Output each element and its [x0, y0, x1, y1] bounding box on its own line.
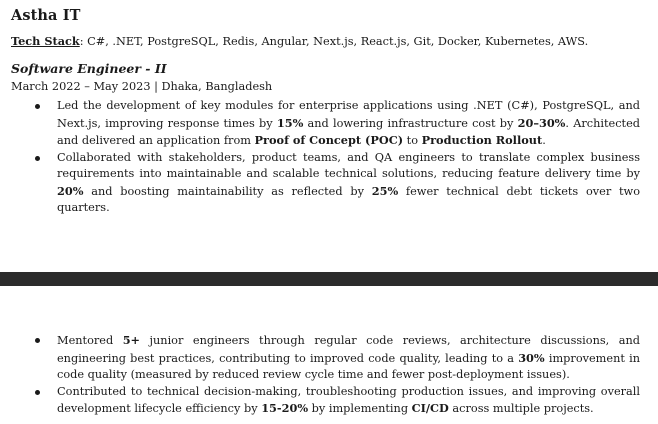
- bullet-highlight: Production Rollout: [421, 133, 543, 147]
- bullet-dot-icon: [35, 104, 40, 109]
- tech-stack-label: Tech Stack: [11, 34, 80, 48]
- bullet-text: and boosting maintainability as reflected by: [83, 184, 372, 198]
- bullet-dot-icon: [35, 338, 40, 343]
- bullet-text: Mentored: [57, 334, 123, 347]
- company-name: Astha IT: [11, 7, 81, 24]
- bullet-highlight: 20–30%: [517, 115, 566, 130]
- bullet-highlight: 15-20%: [261, 401, 309, 415]
- bullet-list-bottom: [0, 332, 640, 418]
- bullet-highlight: 30%: [518, 350, 545, 365]
- bullet-highlight: Proof of Concept (POC): [254, 133, 404, 147]
- bullet-list-top: [0, 98, 640, 217]
- bullet-text: improvement in code quality (measured by reduced review cycle time and fewer post-deployment issues).: [57, 351, 640, 381]
- bullet-text: Collaborated with stakeholders, product teams, and QA engineers to translate complex business requirements into maintainable and scalable technical solutions, reducing feature delivery time by: [57, 150, 640, 180]
- bullet-item: [0, 332, 640, 384]
- bullet-text: Contributed to technical decision-making, troubleshooting production issues, and improving overall development lifecycle efficiency by: [57, 384, 640, 415]
- bullet-highlight: 15%: [276, 115, 304, 130]
- bullet-text: and lowering infrastructure cost by: [303, 116, 518, 130]
- bullet-dot-icon: [35, 390, 40, 395]
- bullet-text: Led the development of key modules for enterprise applications using .NET (C#), PostgreSQL, and Next.js, improving response times by: [57, 99, 640, 130]
- tech-stack-value: C#, .NET, PostgreSQL, Redis, Angular, Next.js, React.js, Git, Docker, Kubernetes, AWS.: [83, 35, 589, 48]
- bullet-text: .: [542, 134, 546, 147]
- bullet-text: junior engineers through regular code reviews, architecture discussions, and engineering best practices, contributing to improved code quality, leading to a: [57, 334, 640, 365]
- tech-stack-line: [11, 34, 588, 48]
- bullet-item: [0, 384, 640, 418]
- bullet-highlight: 5+: [122, 333, 141, 347]
- bullet-text: . Architected and delivered an application from: [57, 116, 640, 147]
- bullet-text: by implementing: [308, 402, 412, 415]
- bullet-dot-icon: [35, 156, 40, 161]
- bullet-highlight: CI/CD: [411, 401, 449, 415]
- bullet-text: to: [403, 134, 422, 147]
- bullet-highlight: 20%: [57, 183, 84, 198]
- bullet-text: fewer technical debt tickets over two quarters.: [57, 184, 641, 214]
- bullet-text: across multiple projects.: [448, 402, 594, 415]
- position-dates-location: March 2022 – May 2023 | Dhaka, Bangladesh: [11, 80, 273, 93]
- position-title: Software Engineer - II: [11, 61, 167, 76]
- tech-stack-colon: :: [79, 35, 84, 48]
- page-separator: [0, 272, 658, 286]
- bullet-item: [0, 150, 640, 217]
- bullet-item: [0, 98, 640, 150]
- bullet-highlight: 25%: [371, 183, 399, 198]
